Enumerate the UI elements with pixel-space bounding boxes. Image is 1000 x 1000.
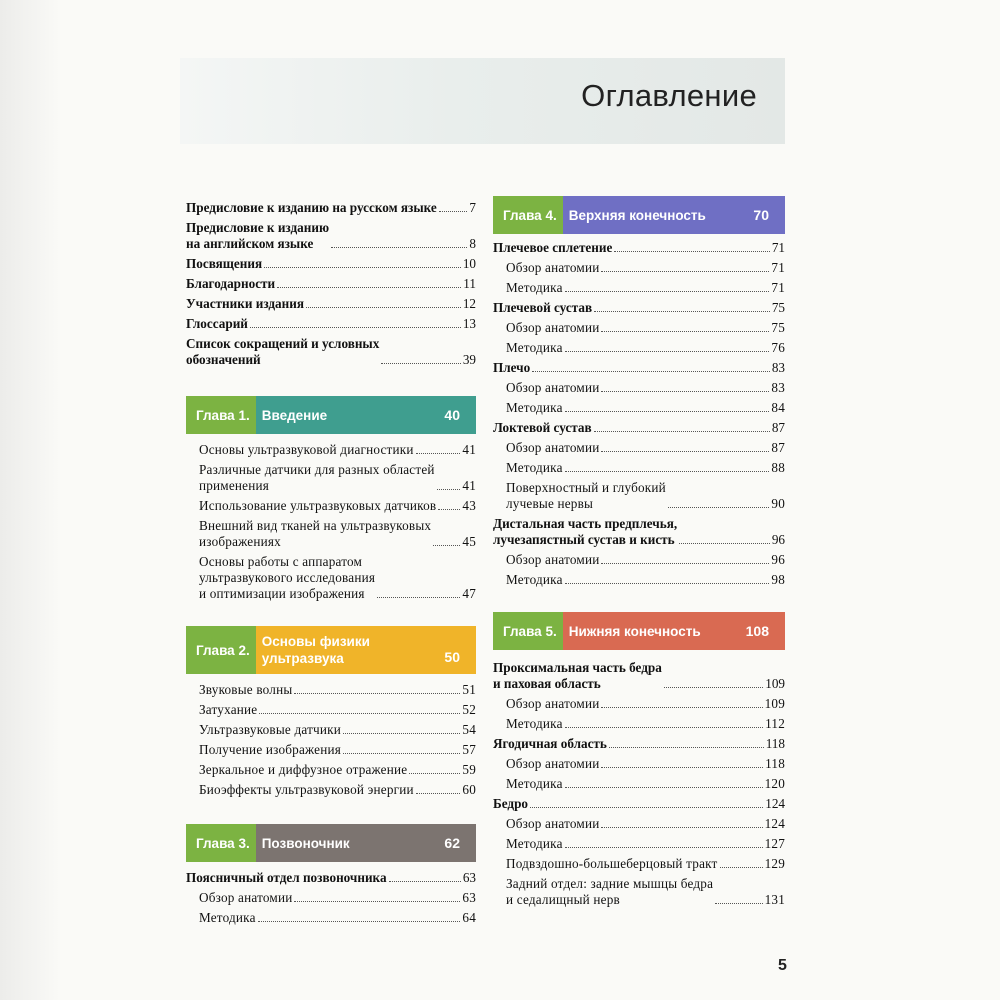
chapter-4-header[interactable]: [493, 196, 785, 234]
chapter-2-number: Глава 2.: [186, 626, 256, 674]
chapter-5-entries: [493, 650, 785, 910]
toc-entry[interactable]: Обзор анатомии 87: [506, 440, 785, 455]
toc-entry[interactable]: Благодарности 11: [186, 276, 476, 291]
toc-entry[interactable]: Глоссарий 13: [186, 316, 476, 331]
page-number: 5: [778, 957, 787, 974]
toc-entry[interactable]: Задний отдел: задние мышцы бедра и седалищный нерв 131: [506, 876, 785, 907]
toc-entry[interactable]: Обзор анатомии 63: [199, 890, 476, 905]
toc-entry[interactable]: Методика 127: [506, 836, 785, 851]
toc-entry[interactable]: Предисловие к изданию на русском языке 7: [186, 200, 476, 215]
chapter-5-page: 108: [745, 623, 769, 639]
chapter-3-number: Глава 3.: [186, 824, 256, 862]
toc-entry[interactable]: Методика 64: [199, 910, 476, 925]
toc-entry[interactable]: Поясничный отдел позвоночника 63: [186, 870, 476, 885]
toc-entry[interactable]: Проксимальная часть бедра и паховая область 109: [493, 660, 785, 691]
toc-entry[interactable]: Обзор анатомии 118: [506, 756, 785, 771]
chapter-1-entries: [186, 434, 476, 626]
chapter-5-number: Глава 5.: [493, 612, 563, 650]
toc-entry[interactable]: Обзор анатомии 124: [506, 816, 785, 831]
toc-entry[interactable]: Ягодичная область 118: [493, 736, 785, 751]
toc-entry[interactable]: Методика 112: [506, 716, 785, 731]
toc-entry[interactable]: Методика 71: [506, 280, 785, 295]
toc-entry[interactable]: Обзор анатомии 83: [506, 380, 785, 395]
chapter-4-title: Верхняя конечность: [568, 207, 706, 223]
toc-entry[interactable]: Методика 98: [506, 572, 785, 587]
toc-entry[interactable]: Обзор анатомии 71: [506, 260, 785, 275]
chapter-5-title: Нижняя конечность: [568, 623, 701, 639]
toc-entry[interactable]: Плечевой сустав 75: [493, 300, 785, 315]
toc-entry[interactable]: Предисловие к изданию на английском языке 8: [186, 220, 476, 251]
chapter-3-page: 62: [444, 835, 460, 851]
toc-left-column: [186, 198, 476, 928]
chapter-2-title-line2: ультразвука: [261, 651, 344, 666]
toc-entry[interactable]: Дистальная часть предплечья, лучезапястный сустав и кисть 96: [493, 516, 785, 547]
chapter-2-title-line1: Основы физики: [261, 634, 370, 649]
toc-entry[interactable]: Методика 76: [506, 340, 785, 355]
chapter-3-entries: [186, 862, 476, 928]
chapter-4-page: 70: [753, 207, 769, 223]
chapter-1-title: Введение: [261, 407, 328, 423]
toc-entry[interactable]: Различные датчики для разных областей применения 41: [199, 462, 476, 493]
toc-entry[interactable]: Плечевое сплетение 71: [493, 240, 785, 255]
toc-entry[interactable]: Обзор анатомии 109: [506, 696, 785, 711]
toc-entry[interactable]: Обзор анатомии 75: [506, 320, 785, 335]
toc-entry[interactable]: Внешний вид тканей на ультразвуковых изображениях 45: [199, 518, 476, 549]
toc-right-column: [493, 196, 785, 910]
page-gutter-shade: [0, 0, 60, 1000]
toc-entry[interactable]: Посвящения 10: [186, 256, 476, 271]
toc-entry[interactable]: Обзор анатомии 96: [506, 552, 785, 567]
toc-entry[interactable]: Методика 84: [506, 400, 785, 415]
toc-entry[interactable]: Использование ультразвуковых датчиков 43: [199, 498, 476, 513]
toc-entry[interactable]: Плечо 83: [493, 360, 785, 375]
front-matter-list: [186, 198, 476, 370]
toc-entry[interactable]: Звуковые волны 51: [199, 682, 476, 697]
toc-entry[interactable]: Получение изображения 57: [199, 742, 476, 757]
toc-entry[interactable]: Подвздошно-большеберцовый тракт 129: [506, 856, 785, 871]
page-title: Оглавление: [581, 78, 757, 113]
chapter-1-number: Глава 1.: [186, 396, 256, 434]
toc-entry[interactable]: Методика 88: [506, 460, 785, 475]
chapter-4-entries: [493, 234, 785, 612]
toc-entry[interactable]: Основы ультразвуковой диагностики 41: [199, 442, 476, 457]
chapter-2-header[interactable]: [186, 626, 476, 674]
chapter-2-entries: [186, 674, 476, 824]
chapter-2-page: 50: [444, 648, 460, 665]
toc-entry[interactable]: Основы работы с аппаратом ультразвукового исследования и оптимизации изображения 47: [199, 554, 476, 601]
toc-entry[interactable]: Бедро 124: [493, 796, 785, 811]
toc-entry[interactable]: Затухание 52: [199, 702, 476, 717]
toc-entry[interactable]: Локтевой сустав 87: [493, 420, 785, 435]
toc-entry[interactable]: Поверхностный и глубокий лучевые нервы 90: [506, 480, 785, 511]
toc-entry[interactable]: Участники издания 12: [186, 296, 476, 311]
toc-entry[interactable]: Методика 120: [506, 776, 785, 791]
toc-entry[interactable]: Список сокращений и условных обозначений 39: [186, 336, 476, 367]
chapter-1-header[interactable]: [186, 396, 476, 434]
chapter-4-number: Глава 4.: [493, 196, 563, 234]
chapter-3-header[interactable]: [186, 824, 476, 862]
toc-entry[interactable]: Ультразвуковые датчики 54: [199, 722, 476, 737]
chapter-5-header[interactable]: [493, 612, 785, 650]
chapter-1-page: 40: [444, 407, 460, 423]
toc-entry[interactable]: Зеркальное и диффузное отражение 59: [199, 762, 476, 777]
toc-entry[interactable]: Биоэффекты ультразвуковой энергии 60: [199, 782, 476, 797]
chapter-3-title: Позвоночник: [261, 835, 350, 851]
